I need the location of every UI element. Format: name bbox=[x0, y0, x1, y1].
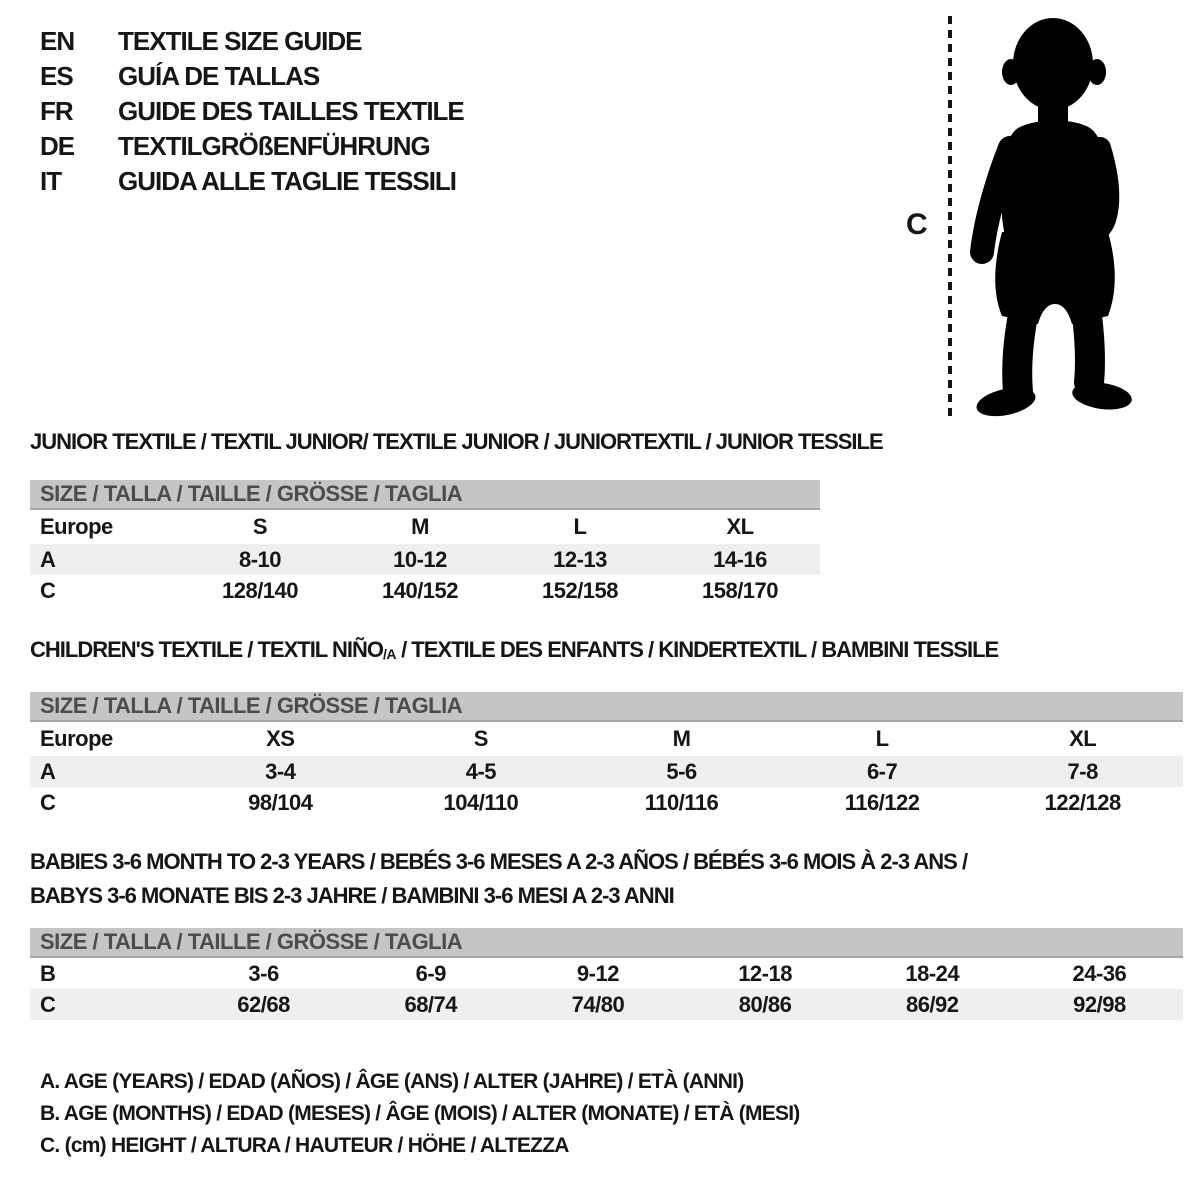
cell-value: 128/140 bbox=[221, 577, 299, 603]
cell-value: 140/152 bbox=[381, 577, 459, 603]
table-row-age bbox=[30, 544, 820, 575]
children-size-table bbox=[30, 722, 1183, 818]
cell-value: 14-16 bbox=[713, 546, 767, 572]
region-label: Europe bbox=[40, 514, 113, 539]
guide-title: GUIDE DES TAILLES TEXTILE bbox=[118, 96, 464, 126]
language-code: EN bbox=[40, 26, 75, 56]
footnote-b: B. AGE (MONTHS) / EDAD (MESES) / ÂGE (MOIS) / ALTER (MONATE) / ETÀ (MESI) bbox=[40, 1102, 800, 1125]
babies-size-table bbox=[30, 958, 1183, 1020]
size-header-bar: SIZE / TALLA / TAILLE / GRÖSSE / TAGLIA bbox=[30, 480, 820, 510]
row-label: A bbox=[40, 546, 56, 572]
section-heading bbox=[30, 845, 1183, 913]
guide-title: TEXTILE SIZE GUIDE bbox=[118, 26, 362, 56]
table-row-height bbox=[30, 989, 1183, 1020]
cell-value: 152/158 bbox=[541, 577, 619, 603]
section-heading bbox=[30, 638, 1183, 666]
cell-value: 3-6 bbox=[248, 960, 279, 986]
table-row-age-months bbox=[30, 958, 1183, 989]
row-label: C bbox=[40, 577, 56, 603]
size-col-header: XL bbox=[1069, 726, 1097, 751]
cell-value: 110/116 bbox=[644, 789, 719, 815]
language-row bbox=[40, 59, 464, 94]
row-label: C bbox=[40, 991, 56, 1017]
section-junior-textile bbox=[30, 429, 883, 606]
cell-value: 9-12 bbox=[576, 960, 619, 986]
table-header-row bbox=[30, 722, 1183, 756]
cell-value: 80/86 bbox=[738, 991, 792, 1017]
section-heading: JUNIOR TEXTILE / TEXTIL JUNIOR/ TEXTILE JUNIOR / JUNIORTEXTIL / JUNIOR TESSILE bbox=[30, 429, 883, 454]
cell-value: 122/128 bbox=[1044, 789, 1121, 815]
toddler-silhouette-image bbox=[950, 10, 1160, 422]
heading-part: / TEXTILE DES ENFANTS / KINDERTEXTIL / BAMBINI TESSILE bbox=[395, 637, 999, 662]
cell-value: 7-8 bbox=[1067, 758, 1098, 784]
toddler-silhouette-shapes bbox=[974, 18, 1134, 421]
section-children-textile bbox=[30, 638, 1183, 818]
cell-value: 12-18 bbox=[738, 960, 792, 986]
size-col-header: S bbox=[473, 726, 488, 751]
language-row bbox=[40, 24, 464, 59]
cell-value: 74/80 bbox=[571, 991, 625, 1017]
cell-value: 12-13 bbox=[553, 546, 607, 572]
table-row-height bbox=[30, 575, 820, 606]
language-code: FR bbox=[40, 96, 73, 126]
heading-line-1: BABIES 3-6 MONTH TO 2-3 YEARS / BEBÉS 3-6 MESES A 2-3 AÑOS / BÉBÉS 3-6 MOIS À 2-3 ANS / bbox=[30, 849, 968, 874]
cell-value: 5-6 bbox=[666, 758, 697, 784]
legend-footnotes bbox=[40, 1066, 800, 1162]
language-row bbox=[40, 94, 464, 129]
height-measure-label: C bbox=[906, 208, 927, 241]
guide-title: GUIDA ALLE TAGLIE TESSILI bbox=[118, 166, 457, 196]
language-code: DE bbox=[40, 131, 75, 161]
table-row-height bbox=[30, 787, 1183, 818]
size-col-header: L bbox=[875, 726, 889, 751]
size-col-header: XS bbox=[266, 726, 295, 751]
guide-title: TEXTILGRÖßENFÜHRUNG bbox=[118, 131, 430, 161]
size-header-bar: SIZE / TALLA / TAILLE / GRÖSSE / TAGLIA bbox=[30, 928, 1183, 958]
heading-sub-part: /A bbox=[382, 646, 396, 662]
cell-value: 4-5 bbox=[465, 758, 497, 784]
guide-title: GUÍA DE TALLAS bbox=[118, 61, 320, 91]
junior-size-table bbox=[30, 510, 820, 606]
cell-value: 8-10 bbox=[238, 546, 282, 572]
cell-value: 86/92 bbox=[905, 991, 959, 1017]
cell-value: 24-36 bbox=[1072, 960, 1127, 986]
heading-line-2: BABYS 3-6 MONATE BIS 2-3 JAHRE / BAMBINI 3-6 MESI A 2-3 ANNI bbox=[30, 883, 674, 908]
size-col-header: XL bbox=[726, 514, 754, 539]
table-header-row bbox=[30, 510, 820, 544]
cell-value: 158/170 bbox=[701, 577, 779, 603]
cell-value: 68/74 bbox=[404, 991, 458, 1017]
cell-value: 6-7 bbox=[866, 758, 898, 784]
size-col-header: S bbox=[252, 514, 268, 539]
language-code: ES bbox=[40, 61, 73, 91]
language-row bbox=[40, 129, 464, 164]
size-col-header: L bbox=[573, 514, 587, 539]
cell-value: 3-4 bbox=[265, 758, 296, 784]
footnote-c: C. (cm) HEIGHT / ALTURA / HAUTEUR / HÖHE / ALTEZZA bbox=[40, 1134, 569, 1157]
heading-part: CHILDREN'S TEXTILE / TEXTIL NIÑO bbox=[30, 637, 383, 662]
table-row-age bbox=[30, 756, 1183, 787]
cell-value: 18-24 bbox=[905, 960, 960, 986]
row-label: B bbox=[40, 960, 56, 986]
size-header-bar: SIZE / TALLA / TAILLE / GRÖSSE / TAGLIA bbox=[30, 692, 1183, 722]
cell-value: 92/98 bbox=[1073, 991, 1126, 1017]
row-label: C bbox=[40, 789, 56, 815]
cell-value: 6-9 bbox=[415, 960, 446, 986]
section-babies-textile bbox=[30, 845, 1183, 1020]
region-label: Europe bbox=[40, 726, 113, 751]
cell-value: 116/122 bbox=[844, 789, 920, 815]
cell-value: 10-12 bbox=[393, 546, 447, 572]
cell-value: 98/104 bbox=[248, 789, 313, 815]
cell-value: 62/68 bbox=[237, 991, 290, 1017]
language-row bbox=[40, 164, 464, 199]
size-col-header: M bbox=[672, 726, 691, 751]
footnote-a: A. AGE (YEARS) / EDAD (AÑOS) / ÂGE (ANS) / ALTER (JAHRE) / ETÀ (ANNI) bbox=[40, 1070, 744, 1093]
cell-value: 104/110 bbox=[443, 789, 519, 815]
size-col-header: M bbox=[411, 514, 429, 539]
row-label: A bbox=[40, 758, 56, 784]
language-code: IT bbox=[40, 166, 62, 196]
language-title-list bbox=[40, 24, 464, 199]
